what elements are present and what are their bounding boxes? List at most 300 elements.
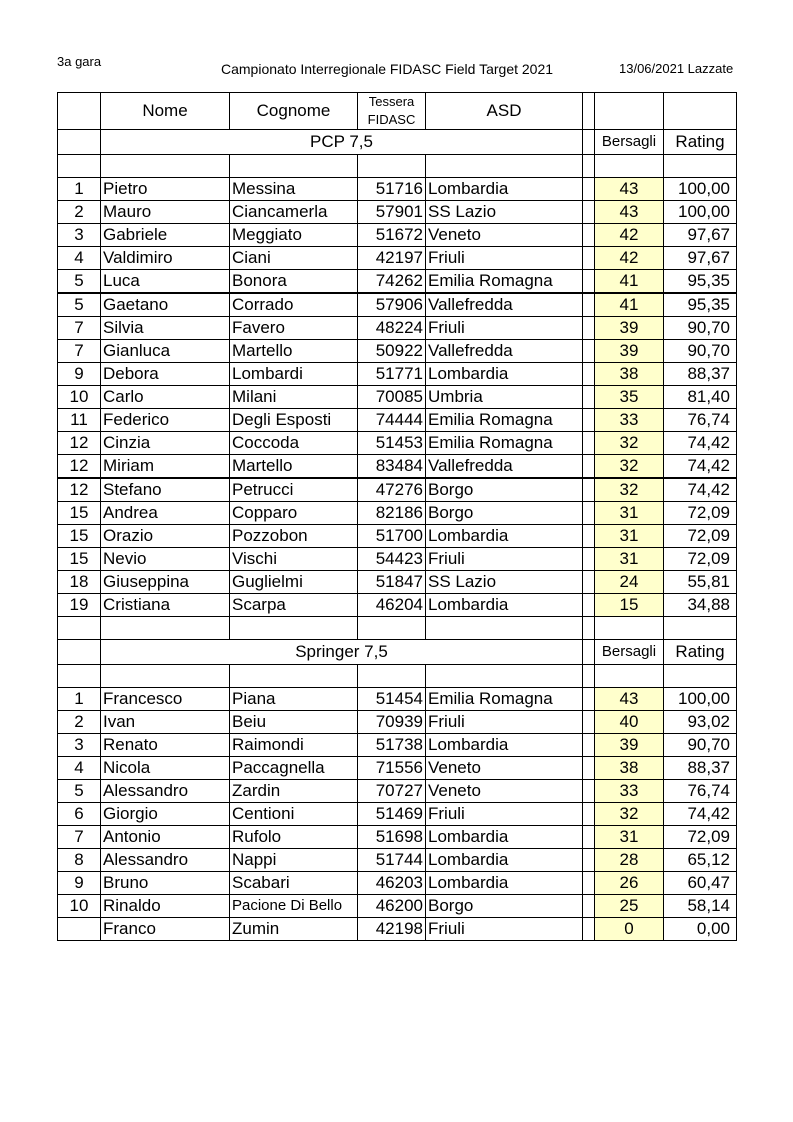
tessera-cell: 51744 (358, 849, 426, 872)
nome-cell: Orazio (101, 525, 230, 548)
blank-cell (58, 640, 101, 665)
gap-cell (583, 409, 595, 432)
asd-cell: Borgo (426, 895, 583, 918)
blank-cell (664, 617, 737, 640)
gap-cell (583, 688, 595, 711)
tessera-cell: 51847 (358, 571, 426, 594)
table-row (58, 247, 737, 270)
position-cell: 3 (58, 734, 101, 757)
asd-cell: Friuli (426, 918, 583, 941)
asd-cell: Vallefredda (426, 293, 583, 317)
tessera-cell: 82186 (358, 502, 426, 525)
position-cell: 11 (58, 409, 101, 432)
bersagli-cell: 26 (595, 872, 664, 895)
asd-cell: SS Lazio (426, 201, 583, 224)
blank-cell (583, 640, 595, 665)
cognome-cell: Bonora (230, 270, 358, 294)
blank-cell (664, 155, 737, 178)
asd-cell: Umbria (426, 386, 583, 409)
gap-cell (583, 594, 595, 617)
table-row (58, 502, 737, 525)
cognome-cell: Favero (230, 317, 358, 340)
tessera-cell: 42197 (358, 247, 426, 270)
blank-cell (358, 665, 426, 688)
header-tessera-line2: FIDASC (367, 112, 416, 127)
position-cell: 18 (58, 571, 101, 594)
rating-cell: 97,67 (664, 247, 737, 270)
bersagli-cell: 28 (595, 849, 664, 872)
rating-label: Rating (664, 130, 737, 155)
table-row (58, 872, 737, 895)
table-row (58, 826, 737, 849)
table-row (58, 918, 737, 941)
bersagli-label: Bersagli (595, 640, 664, 665)
date-place: 13/06/2021 Lazzate (619, 61, 734, 76)
blank-cell (583, 130, 595, 155)
nome-cell: Debora (101, 363, 230, 386)
blank-row (58, 665, 737, 688)
nome-cell: Ivan (101, 711, 230, 734)
rating-cell: 88,37 (664, 757, 737, 780)
tessera-cell: 51454 (358, 688, 426, 711)
bersagli-cell: 41 (595, 270, 664, 294)
results-table (57, 92, 737, 941)
bersagli-cell: 25 (595, 895, 664, 918)
tessera-cell: 57906 (358, 293, 426, 317)
nome-cell: Nicola (101, 757, 230, 780)
asd-cell: Friuli (426, 317, 583, 340)
nome-cell: Andrea (101, 502, 230, 525)
blank-row (58, 155, 737, 178)
nome-cell: Stefano (101, 478, 230, 502)
position-cell: 9 (58, 872, 101, 895)
table-row (58, 688, 737, 711)
bersagli-label: Bersagli (595, 130, 664, 155)
position-cell: 4 (58, 247, 101, 270)
cognome-cell: Lombardi (230, 363, 358, 386)
position-cell: 1 (58, 178, 101, 201)
header-pos-cell (58, 93, 101, 130)
section-title-row (58, 130, 737, 155)
cognome-cell: Ciancamerla (230, 201, 358, 224)
gap-cell (583, 895, 595, 918)
header-tessera (358, 93, 426, 130)
position-cell: 12 (58, 432, 101, 455)
gap-cell (583, 386, 595, 409)
gap-cell (583, 247, 595, 270)
bersagli-cell: 31 (595, 548, 664, 571)
gap-cell (583, 455, 595, 479)
gap-cell (583, 525, 595, 548)
blank-cell (230, 665, 358, 688)
blank-cell (583, 155, 595, 178)
table-row (58, 317, 737, 340)
cognome-cell: Meggiato (230, 224, 358, 247)
table-row (58, 363, 737, 386)
nome-cell: Silvia (101, 317, 230, 340)
nome-cell: Nevio (101, 548, 230, 571)
rating-cell: 72,09 (664, 502, 737, 525)
table-row (58, 594, 737, 617)
race-number: 3a gara (57, 54, 102, 69)
asd-cell: Borgo (426, 502, 583, 525)
gap-cell (583, 571, 595, 594)
gap-cell (583, 872, 595, 895)
gap-cell (583, 757, 595, 780)
asd-cell: Veneto (426, 757, 583, 780)
tessera-cell: 51453 (358, 432, 426, 455)
blank-cell (664, 665, 737, 688)
gap-cell (583, 849, 595, 872)
cognome-cell: Martello (230, 340, 358, 363)
bersagli-cell: 0 (595, 918, 664, 941)
table-row (58, 455, 737, 479)
tessera-cell: 50922 (358, 340, 426, 363)
rating-cell: 97,67 (664, 224, 737, 247)
gap-cell (583, 363, 595, 386)
rating-cell: 90,70 (664, 734, 737, 757)
position-cell: 7 (58, 340, 101, 363)
bersagli-cell: 35 (595, 386, 664, 409)
nome-cell: Gianluca (101, 340, 230, 363)
blank-cell (58, 665, 101, 688)
asd-cell: Lombardia (426, 178, 583, 201)
bersagli-cell: 33 (595, 409, 664, 432)
nome-cell: Francesco (101, 688, 230, 711)
cognome-cell: Rufolo (230, 826, 358, 849)
blank-cell (101, 617, 230, 640)
tessera-cell: 51698 (358, 826, 426, 849)
bersagli-cell: 40 (595, 711, 664, 734)
bersagli-cell: 31 (595, 826, 664, 849)
blank-cell (58, 617, 101, 640)
bersagli-cell: 39 (595, 340, 664, 363)
asd-cell: Friuli (426, 247, 583, 270)
nome-cell: Antonio (101, 826, 230, 849)
section-spacer-row (58, 617, 737, 640)
rating-cell: 100,00 (664, 201, 737, 224)
nome-cell: Alessandro (101, 849, 230, 872)
rating-cell: 76,74 (664, 780, 737, 803)
table-row (58, 780, 737, 803)
blank-cell (58, 155, 101, 178)
asd-cell: Veneto (426, 224, 583, 247)
bersagli-cell: 42 (595, 224, 664, 247)
cognome-cell: Centioni (230, 803, 358, 826)
rating-cell: 90,70 (664, 317, 737, 340)
asd-cell: Vallefredda (426, 340, 583, 363)
nome-cell: Mauro (101, 201, 230, 224)
blank-cell (358, 155, 426, 178)
asd-cell: Lombardia (426, 525, 583, 548)
tessera-cell: 51700 (358, 525, 426, 548)
bersagli-cell: 42 (595, 247, 664, 270)
table-row (58, 525, 737, 548)
asd-cell: Emilia Romagna (426, 688, 583, 711)
position-cell: 5 (58, 780, 101, 803)
rating-cell: 60,47 (664, 872, 737, 895)
rating-cell: 76,74 (664, 409, 737, 432)
asd-cell: Emilia Romagna (426, 432, 583, 455)
cognome-cell: Corrado (230, 293, 358, 317)
cognome-cell: Vischi (230, 548, 358, 571)
nome-cell: Gaetano (101, 293, 230, 317)
blank-cell (583, 617, 595, 640)
gap-cell (583, 780, 595, 803)
position-cell: 15 (58, 502, 101, 525)
bersagli-cell: 38 (595, 757, 664, 780)
asd-cell: Emilia Romagna (426, 270, 583, 294)
position-cell: 15 (58, 525, 101, 548)
nome-cell: Alessandro (101, 780, 230, 803)
nome-cell: Bruno (101, 872, 230, 895)
gap-cell (583, 432, 595, 455)
tessera-cell: 47276 (358, 478, 426, 502)
section-title: Springer 7,5 (101, 640, 583, 665)
cognome-cell: Martello (230, 455, 358, 479)
asd-cell: Lombardia (426, 734, 583, 757)
table-row (58, 178, 737, 201)
tessera-cell: 51716 (358, 178, 426, 201)
rating-cell: 100,00 (664, 178, 737, 201)
nome-cell: Gabriele (101, 224, 230, 247)
section-title-row (58, 640, 737, 665)
rating-cell: 100,00 (664, 688, 737, 711)
tessera-cell: 54423 (358, 548, 426, 571)
nome-cell: Valdimiro (101, 247, 230, 270)
tessera-cell: 70085 (358, 386, 426, 409)
nome-cell: Renato (101, 734, 230, 757)
table-row (58, 734, 737, 757)
nome-cell: Federico (101, 409, 230, 432)
position-cell: 7 (58, 317, 101, 340)
cognome-cell: Scabari (230, 872, 358, 895)
table-row (58, 803, 737, 826)
position-cell: 5 (58, 270, 101, 294)
cognome-cell: Coccoda (230, 432, 358, 455)
tessera-cell: 74444 (358, 409, 426, 432)
position-cell: 9 (58, 363, 101, 386)
tessera-cell: 42198 (358, 918, 426, 941)
table-row (58, 478, 737, 502)
tessera-cell: 51738 (358, 734, 426, 757)
tessera-cell: 70727 (358, 780, 426, 803)
gap-cell (583, 711, 595, 734)
tessera-cell: 71556 (358, 757, 426, 780)
nome-cell: Giuseppina (101, 571, 230, 594)
asd-cell: Lombardia (426, 826, 583, 849)
blank-cell (101, 155, 230, 178)
rating-cell: 72,09 (664, 525, 737, 548)
cognome-cell: Petrucci (230, 478, 358, 502)
header-gap-cell (583, 93, 595, 130)
tessera-cell: 48224 (358, 317, 426, 340)
position-cell: 15 (58, 548, 101, 571)
rating-cell: 90,70 (664, 340, 737, 363)
gap-cell (583, 478, 595, 502)
bersagli-cell: 32 (595, 803, 664, 826)
asd-cell: Lombardia (426, 363, 583, 386)
blank-cell (595, 617, 664, 640)
bersagli-cell: 32 (595, 455, 664, 479)
rating-cell: 65,12 (664, 849, 737, 872)
position-cell: 4 (58, 757, 101, 780)
tessera-cell: 57901 (358, 201, 426, 224)
bersagli-cell: 32 (595, 432, 664, 455)
cognome-cell: Zardin (230, 780, 358, 803)
cognome-cell: Ciani (230, 247, 358, 270)
table-row (58, 849, 737, 872)
tessera-cell: 83484 (358, 455, 426, 479)
gap-cell (583, 502, 595, 525)
gap-cell (583, 734, 595, 757)
table-row (58, 895, 737, 918)
bersagli-cell: 43 (595, 178, 664, 201)
position-cell: 6 (58, 803, 101, 826)
asd-cell: Borgo (426, 478, 583, 502)
nome-cell: Cristiana (101, 594, 230, 617)
table-row (58, 293, 737, 317)
header-tessera-line1: Tessera (368, 94, 415, 109)
gap-cell (583, 201, 595, 224)
blank-cell (426, 155, 583, 178)
bersagli-cell: 15 (595, 594, 664, 617)
table-row (58, 432, 737, 455)
header-cognome: Cognome (230, 93, 358, 130)
cognome-cell: Beiu (230, 711, 358, 734)
cognome-cell: Pacione Di Bello (230, 895, 358, 918)
asd-cell: Emilia Romagna (426, 409, 583, 432)
gap-cell (583, 224, 595, 247)
cognome-cell: Paccagnella (230, 757, 358, 780)
position-cell: 10 (58, 895, 101, 918)
position-cell: 1 (58, 688, 101, 711)
cognome-cell: Raimondi (230, 734, 358, 757)
gap-cell (583, 548, 595, 571)
blank-cell (583, 665, 595, 688)
gap-cell (583, 317, 595, 340)
bersagli-cell: 41 (595, 293, 664, 317)
bersagli-cell: 39 (595, 734, 664, 757)
rating-label: Rating (664, 640, 737, 665)
rating-cell: 95,35 (664, 270, 737, 294)
rating-cell: 74,42 (664, 803, 737, 826)
asd-cell: Lombardia (426, 849, 583, 872)
gap-cell (583, 178, 595, 201)
position-cell: 12 (58, 478, 101, 502)
rating-cell: 88,37 (664, 363, 737, 386)
rating-cell: 93,02 (664, 711, 737, 734)
table-row (58, 571, 737, 594)
bersagli-cell: 32 (595, 478, 664, 502)
asd-cell: Lombardia (426, 594, 583, 617)
position-cell: 5 (58, 293, 101, 317)
position-cell: 2 (58, 201, 101, 224)
blank-cell (595, 665, 664, 688)
table-row (58, 201, 737, 224)
position-cell: 10 (58, 386, 101, 409)
cognome-cell: Nappi (230, 849, 358, 872)
bersagli-cell: 38 (595, 363, 664, 386)
cognome-cell: Messina (230, 178, 358, 201)
gap-cell (583, 918, 595, 941)
blank-cell (358, 617, 426, 640)
asd-cell: Friuli (426, 803, 583, 826)
nome-cell: Giorgio (101, 803, 230, 826)
blank-cell (230, 617, 358, 640)
bersagli-cell: 39 (595, 317, 664, 340)
position-cell: 12 (58, 455, 101, 479)
header-asd: ASD (426, 93, 583, 130)
cognome-cell: Zumin (230, 918, 358, 941)
cognome-cell: Piana (230, 688, 358, 711)
document-title: Campionato Interregionale FIDASC Field Target 2021 (221, 61, 554, 77)
position-cell: 7 (58, 826, 101, 849)
tessera-cell: 46204 (358, 594, 426, 617)
rating-cell: 58,14 (664, 895, 737, 918)
tessera-cell: 46200 (358, 895, 426, 918)
rating-cell: 55,81 (664, 571, 737, 594)
cognome-cell: Degli Esposti (230, 409, 358, 432)
rating-cell: 72,09 (664, 548, 737, 571)
header-rating-cell (664, 93, 737, 130)
asd-cell: SS Lazio (426, 571, 583, 594)
asd-cell: Friuli (426, 548, 583, 571)
nome-cell: Miriam (101, 455, 230, 479)
blank-cell (230, 155, 358, 178)
tessera-cell: 74262 (358, 270, 426, 294)
asd-cell: Lombardia (426, 872, 583, 895)
gap-cell (583, 340, 595, 363)
asd-cell: Vallefredda (426, 455, 583, 479)
rating-cell: 74,42 (664, 478, 737, 502)
asd-cell: Veneto (426, 780, 583, 803)
blank-cell (101, 665, 230, 688)
cognome-cell: Pozzobon (230, 525, 358, 548)
column-header-row (58, 93, 737, 130)
bersagli-cell: 24 (595, 571, 664, 594)
bersagli-cell: 43 (595, 688, 664, 711)
blank-cell (426, 617, 583, 640)
position-cell (58, 918, 101, 941)
gap-cell (583, 293, 595, 317)
rating-cell: 81,40 (664, 386, 737, 409)
blank-cell (58, 130, 101, 155)
table-row (58, 711, 737, 734)
table-row (58, 548, 737, 571)
rating-cell: 74,42 (664, 432, 737, 455)
cognome-cell: Milani (230, 386, 358, 409)
blank-cell (426, 665, 583, 688)
table-row (58, 409, 737, 432)
position-cell: 2 (58, 711, 101, 734)
position-cell: 19 (58, 594, 101, 617)
position-cell: 3 (58, 224, 101, 247)
rating-cell: 95,35 (664, 293, 737, 317)
gap-cell (583, 270, 595, 294)
table-row (58, 270, 737, 294)
tessera-cell: 46203 (358, 872, 426, 895)
table-row (58, 340, 737, 363)
rating-cell: 74,42 (664, 455, 737, 479)
bersagli-cell: 31 (595, 502, 664, 525)
position-cell: 8 (58, 849, 101, 872)
bersagli-cell: 31 (595, 525, 664, 548)
nome-cell: Cinzia (101, 432, 230, 455)
header-nome: Nome (101, 93, 230, 130)
table-row (58, 386, 737, 409)
rating-cell: 72,09 (664, 826, 737, 849)
